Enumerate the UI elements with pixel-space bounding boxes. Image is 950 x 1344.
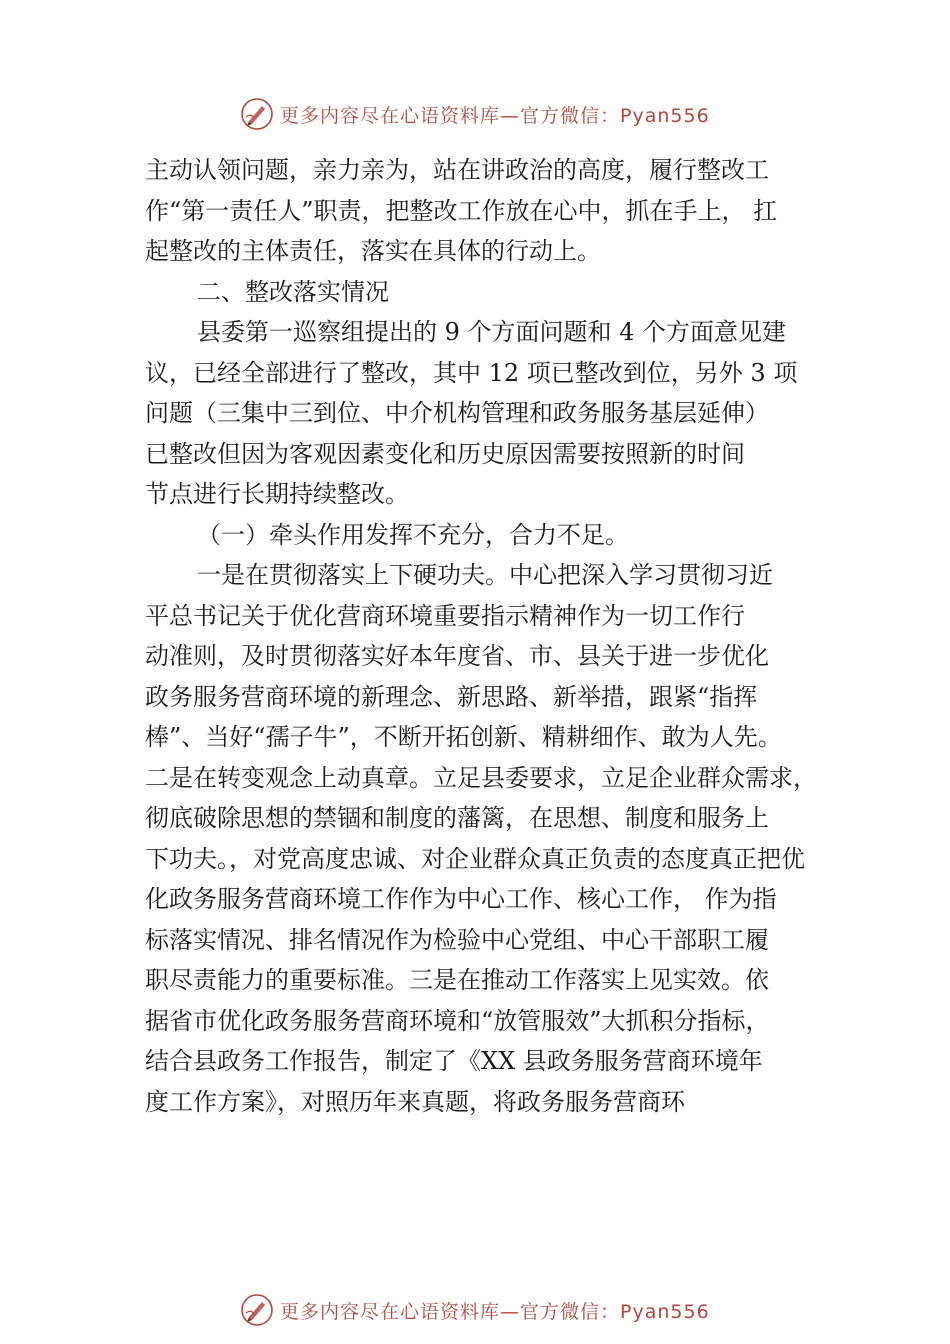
- text-line: 结合县政务工作报告，制定了《XX 县政务服务营商环境年: [145, 1047, 763, 1075]
- text-line: 问题（三集中三到位、中介机构管理和政务服务基层延伸）: [145, 399, 769, 427]
- text-line: 主动认领问题，亲力亲为，站在讲政治的高度，履行整改工: [145, 156, 769, 184]
- banner-text: 更多内容尽在心语资料库—官方微信：Pyan556: [280, 104, 710, 127]
- paragraph-3: [145, 555, 815, 1122]
- text-line: 起整改的主体责任，落实在具体的行动上。: [145, 237, 601, 265]
- text-line: 标落实情况、排名情况作为检验中心党组、中心干部职工履: [145, 925, 769, 954]
- text-line: 化政务服务营商环境工作作为中心工作、核心工作， 作为指: [145, 885, 777, 913]
- footer-banner: [240, 1290, 760, 1330]
- text-line: 棒”、当好“孺子牛”，不断开拓创新、精耕细作、敢为人先。: [145, 723, 782, 751]
- pen-logo-icon: [240, 97, 274, 131]
- text-line: 节点进行长期持续整改。: [145, 480, 409, 508]
- text-line: 动准则，及时贯彻落实好本年度省、市、县关于进一步优化: [145, 642, 769, 670]
- text-line: 已整改但因为客观因素变化和历史原因需要按照新的时间: [145, 439, 745, 468]
- text-line: 议，已经全部进行了整改，其中 12 项已整改到位，另外 3 项: [145, 358, 798, 387]
- banner-text: 更多内容尽在心语资料库—官方微信：Pyan556: [280, 1300, 710, 1323]
- text-line: 职尽责能力的重要标准。三是在推动工作落实上见实效。依: [145, 966, 769, 994]
- text-line: 度工作方案》，对照历年来真题，将政务服务营商环: [145, 1087, 685, 1116]
- text-line: 政务服务营商环境的新理念、新思路、新举措，跟紧“指挥: [145, 682, 758, 711]
- text-line: 下功夫。，对党高度忠诚、对企业群众真正负责的态度真正把优: [145, 844, 805, 873]
- section-heading: 二、整改落实情况: [197, 277, 389, 306]
- text-line: 二是在转变观念上动真章。立足县委要求，立足企业群众需求，: [145, 763, 817, 792]
- document-body: [145, 150, 815, 1122]
- text-line: 作“第一责任人”职责，把整改工作放在心中，抓在手上， 扛: [145, 196, 778, 225]
- text-line: 据省市优化政务服务营商环境和“放管服效”大抓积分指标，: [145, 1006, 770, 1035]
- text-line: 县委第一巡察组提出的 9 个方面问题和 4 个方面意见建: [197, 318, 787, 346]
- pen-logo-icon: [240, 1293, 274, 1327]
- text-line: 一是在贯彻落实上下硬功夫。中心把深入学习贯彻习近: [197, 561, 773, 589]
- text-line: 平总书记关于优化营商环境重要指示精神作为一切工作行: [145, 601, 745, 630]
- text-line: 彻底破除思想的禁锢和制度的藩篱，在思想、制度和服务上: [145, 804, 769, 832]
- paragraph-2: [145, 312, 815, 515]
- paragraph-1: [145, 150, 815, 272]
- sub-heading: （一）牵头作用发挥不充分，合力不足。: [197, 520, 629, 549]
- header-banner: [240, 94, 760, 134]
